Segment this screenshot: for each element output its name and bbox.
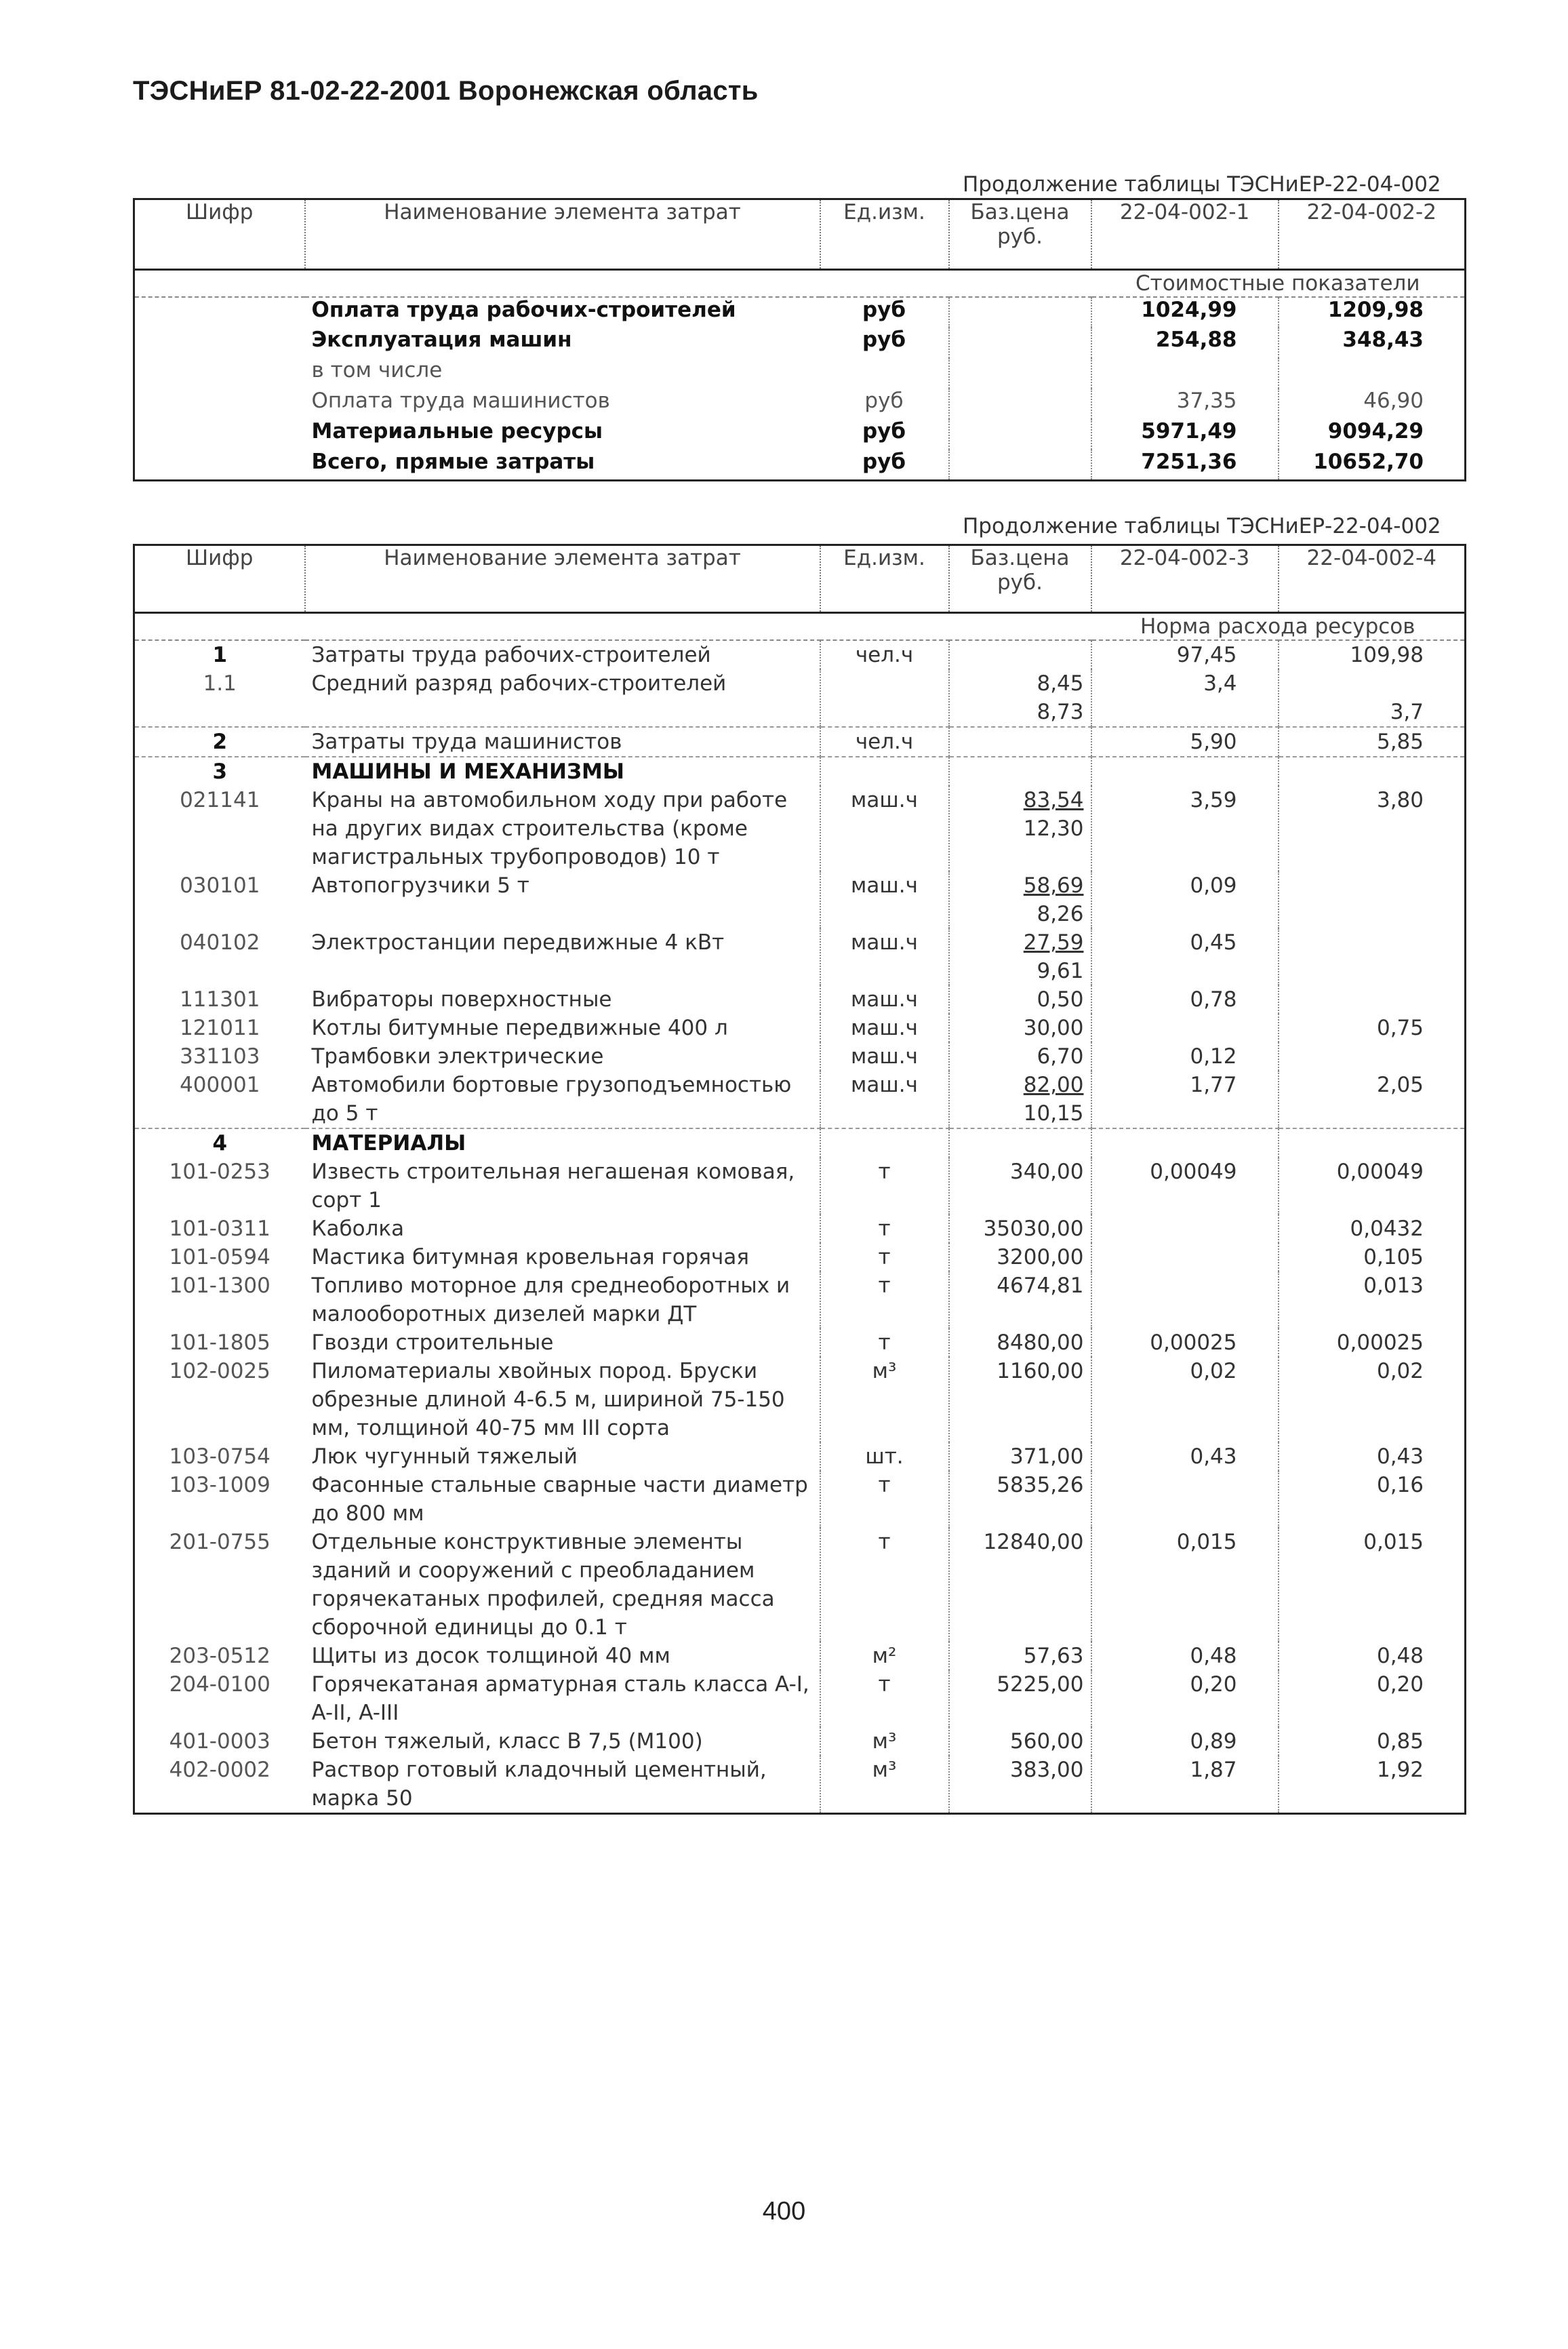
row-price	[949, 1670, 1091, 1727]
row-value-4: 0,85	[1376, 1729, 1424, 1754]
row-code: 021141	[180, 788, 260, 812]
row-price	[949, 727, 1091, 757]
table-row	[134, 1128, 1466, 1158]
row-name: Каболка	[305, 1215, 820, 1243]
price-value: 6,70	[1037, 1044, 1084, 1069]
row-value-4	[1279, 928, 1466, 985]
row-value-3	[1091, 1271, 1279, 1328]
row-code: 3	[134, 757, 305, 786]
row-value-2: 1209,98	[1327, 298, 1424, 322]
table-row	[134, 389, 1466, 419]
price-value: 4674,81	[997, 1274, 1084, 1298]
row-value-3: 0,02	[1091, 1357, 1279, 1442]
row-code: 101-0594	[169, 1245, 270, 1269]
row-price	[949, 1271, 1091, 1328]
table-row	[134, 727, 1466, 757]
row-name: Известь строительная негашеная комовая, сорт 1	[305, 1158, 820, 1215]
row-name: Оплата труда машинистов	[311, 389, 610, 413]
row-code: 101-1300	[169, 1274, 270, 1298]
row-price	[949, 1756, 1091, 1814]
price-value: 383,00	[1010, 1758, 1084, 1782]
table-row	[134, 985, 1466, 1014]
table-row	[134, 450, 1466, 480]
row-value-3	[1091, 1471, 1279, 1528]
row-value-2: 10652,70	[1313, 450, 1424, 474]
header-code: Шифр	[134, 545, 305, 613]
row-value-1: 1024,99	[1091, 297, 1279, 328]
row-name: Горячекатаная арматурная сталь класса A-I, A-II, A-III	[305, 1670, 820, 1727]
row-name: Затраты труда машинистов	[305, 727, 820, 757]
row-price	[949, 1215, 1091, 1243]
row-value-3: 3,59	[1091, 786, 1279, 871]
table-row	[134, 1014, 1466, 1042]
table-row	[134, 1243, 1466, 1271]
row-unit: руб	[820, 328, 949, 358]
row-code: 103-0754	[169, 1444, 270, 1469]
section-label: Норма расхода ресурсов	[1091, 613, 1466, 641]
row-name: Всего, прямые затраты	[311, 450, 595, 474]
row-value-4: 0,0432	[1350, 1217, 1424, 1241]
header-name: Наименование элемента затрат	[305, 545, 820, 613]
price-value: 8480,00	[997, 1330, 1084, 1355]
row-value-1	[1091, 358, 1279, 389]
row-code: 1	[212, 643, 228, 667]
row-unit: руб	[820, 419, 949, 450]
price-value: 35030,00	[983, 1217, 1084, 1241]
price-value: 58,69	[1023, 873, 1084, 898]
row-unit: т	[820, 1471, 949, 1528]
table-row	[134, 1271, 1466, 1328]
row-code	[134, 297, 305, 328]
row-value-4: 2,05	[1376, 1073, 1424, 1097]
row-name: в том числе	[311, 358, 443, 382]
price-value: 8,45	[1037, 671, 1084, 696]
row-value-3: 0,09	[1091, 871, 1279, 928]
header-unit: Ед.изм.	[820, 199, 949, 270]
row-price	[949, 328, 1091, 358]
row-value-4: 5,85	[1279, 727, 1466, 757]
row-price	[949, 1357, 1091, 1442]
row-price	[949, 358, 1091, 389]
row-unit: руб	[820, 297, 949, 328]
row-name: Мастика битумная кровельная горячая	[305, 1243, 820, 1271]
table-row	[134, 1215, 1466, 1243]
row-value-3: 1,87	[1091, 1756, 1279, 1814]
row-name: Оплата труда рабочих-строителей	[311, 298, 736, 322]
row-name: Средний разряд рабочих-строителей	[305, 669, 820, 727]
row-value-4: 0,00025	[1336, 1330, 1424, 1355]
row-price	[949, 297, 1091, 328]
price-value-2: 9,61	[1037, 959, 1084, 983]
header-code: Шифр	[134, 199, 305, 270]
row-code: 040102	[180, 930, 260, 955]
row-value-3	[1091, 1215, 1279, 1243]
table-row	[134, 1727, 1466, 1756]
row-value-3	[1091, 1128, 1279, 1158]
table-row	[134, 1442, 1466, 1471]
row-price	[949, 757, 1091, 786]
table-row	[134, 328, 1466, 358]
row-value-3: 5,90	[1091, 727, 1279, 757]
row-value-1: 7251,36	[1091, 450, 1279, 480]
table-row	[134, 1528, 1466, 1642]
row-price	[949, 1442, 1091, 1471]
row-code: 402-0002	[169, 1758, 270, 1782]
table-row	[134, 1642, 1466, 1670]
row-unit: маш.ч	[820, 1042, 949, 1071]
header-price: Баз.цена руб.	[949, 545, 1091, 613]
row-name: Автомобили бортовые грузоподъемностью до 5 т	[305, 1071, 820, 1128]
price-value: 83,54	[1023, 788, 1084, 812]
row-value-3: 0,12	[1091, 1042, 1279, 1071]
row-unit: т	[820, 1528, 949, 1642]
header-name: Наименование элемента затрат	[305, 199, 820, 270]
row-value-3: 0,20	[1091, 1670, 1279, 1727]
price-value: 0,50	[1037, 987, 1084, 1012]
price-value: 371,00	[1010, 1444, 1084, 1469]
row-value-4: 1,92	[1376, 1758, 1424, 1782]
row-name: Трамбовки электрические	[305, 1042, 820, 1071]
row-name: Материальные ресурсы	[311, 419, 603, 443]
row-name: Бетон тяжелый, класс В 7,5 (М100)	[305, 1727, 820, 1756]
row-price	[949, 1158, 1091, 1215]
row-name: Краны на автомобильном ходу при работе на других видах строительства (кроме магистральных трубопроводов) 10 т	[305, 786, 820, 871]
price-value: 12840,00	[983, 1530, 1084, 1554]
row-unit: шт.	[820, 1442, 949, 1471]
row-code: 401-0003	[169, 1729, 270, 1754]
row-name: Электростанции передвижные 4 кВт	[305, 928, 820, 985]
row-name: Люк чугунный тяжелый	[305, 1442, 820, 1471]
section-label: Стоимостные показатели	[1091, 270, 1466, 298]
row-value-2: 9094,29	[1327, 419, 1424, 443]
header-col1: 22-04-002-1	[1091, 199, 1279, 270]
resource-norms-table	[133, 544, 1466, 1815]
table-row	[134, 786, 1466, 871]
row-price	[949, 1243, 1091, 1271]
row-value-3: 0,00049	[1091, 1158, 1279, 1215]
row-unit: чел.ч	[820, 727, 949, 757]
table1-header-row	[134, 199, 1466, 270]
row-value-4: 0,16	[1376, 1473, 1424, 1497]
row-value-2	[1279, 358, 1466, 389]
row-unit: руб	[820, 389, 949, 419]
price-value: 1160,00	[997, 1359, 1084, 1383]
price-value-2: 10,15	[1023, 1101, 1084, 1126]
row-value-3: 1,77	[1091, 1071, 1279, 1128]
row-unit: маш.ч	[820, 786, 949, 871]
row-unit: т	[820, 1328, 949, 1357]
row-code: 101-0253	[169, 1160, 270, 1184]
table-row	[134, 669, 1466, 727]
row-name: Пиломатериалы хвойных пород. Бруски обрезные длиной 4-6.5 м, шириной 75-150 мм, толщиной 40-75 мм III сорта	[305, 1357, 820, 1442]
row-code: 2	[134, 727, 305, 757]
row-price	[949, 450, 1091, 480]
row-unit: м³	[820, 1727, 949, 1756]
row-price	[949, 1014, 1091, 1042]
row-value-4: 0,013	[1363, 1274, 1424, 1298]
row-value-4: 3,80	[1376, 788, 1424, 812]
price-value-2: 12,30	[1023, 816, 1084, 841]
row-value-4	[1279, 1042, 1466, 1071]
row-name: Топливо моторное для среднеоборотных и малооборотных дизелей марки ДТ	[305, 1271, 820, 1328]
row-value-3: 0,45	[1091, 928, 1279, 985]
price-value: 30,00	[1023, 1016, 1084, 1040]
row-code	[134, 450, 305, 480]
row-code: 111301	[180, 987, 260, 1012]
row-value-3: 0,00025	[1091, 1328, 1279, 1357]
row-name: Котлы битумные передвижные 400 л	[305, 1014, 820, 1042]
row-unit: маш.ч	[820, 1014, 949, 1042]
row-code: 400001	[180, 1073, 260, 1097]
table2-caption: Продолжение таблицы ТЭСНиЕР-22-04-002	[963, 514, 1441, 538]
price-value: 3200,00	[997, 1245, 1084, 1269]
row-unit: м³	[820, 1357, 949, 1442]
row-value-4	[1279, 757, 1466, 786]
row-code: 203-0512	[169, 1644, 270, 1668]
row-unit	[820, 669, 949, 727]
row-value-2: 46,90	[1363, 389, 1424, 413]
row-code: 4	[134, 1128, 305, 1158]
row-unit: м²	[820, 1642, 949, 1670]
row-price	[949, 669, 1091, 727]
header-col4: 22-04-002-4	[1279, 545, 1466, 613]
row-unit: м³	[820, 1756, 949, 1814]
row-value-4: 0,48	[1376, 1644, 1424, 1668]
price-value: 5835,26	[997, 1473, 1084, 1497]
row-name: Щиты из досок толщиной 40 мм	[305, 1642, 820, 1670]
row-unit: т	[820, 1271, 949, 1328]
row-price	[949, 1042, 1091, 1071]
table2-section-row	[134, 613, 1466, 641]
row-unit: т	[820, 1158, 949, 1215]
table-row	[134, 757, 1466, 786]
row-code	[134, 389, 305, 419]
row-name: Гвозди строительные	[305, 1328, 820, 1357]
row-name: Автопогрузчики 5 т	[305, 871, 820, 928]
table-row	[134, 1670, 1466, 1727]
row-value-2: 348,43	[1342, 328, 1424, 352]
table-row	[134, 871, 1466, 928]
row-price	[949, 1642, 1091, 1670]
row-value-3: 0,015	[1091, 1528, 1279, 1642]
row-value-4: 0,00049	[1336, 1160, 1424, 1184]
row-value-1: 254,88	[1091, 328, 1279, 358]
table-row	[134, 1071, 1466, 1128]
price-value-2: 8,26	[1037, 902, 1084, 926]
row-name: Отдельные конструктивные элементы зданий и сооружений с преобладанием горячекатаных профилей, средняя масса сборочной единицы до 0.1 т	[305, 1528, 820, 1642]
table-row	[134, 640, 1466, 669]
row-code: 201-0755	[169, 1530, 270, 1554]
row-unit	[820, 1128, 949, 1158]
table-row	[134, 1042, 1466, 1071]
row-value-4: 3,7	[1390, 700, 1424, 724]
row-code: 331103	[180, 1044, 260, 1069]
price-value: 27,59	[1023, 930, 1084, 955]
document-title: ТЭСНиЕР 81-02-22-2001 Воронежская область	[133, 76, 759, 106]
price-value: 560,00	[1010, 1729, 1084, 1754]
row-price	[949, 985, 1091, 1014]
row-value-3: 97,45	[1091, 640, 1279, 669]
header-col2: 22-04-002-2	[1279, 199, 1466, 270]
row-code: 204-0100	[169, 1672, 270, 1697]
row-unit: т	[820, 1243, 949, 1271]
row-code: 030101	[180, 873, 260, 898]
row-name: Затраты труда рабочих-строителей	[305, 640, 820, 669]
row-price	[949, 1727, 1091, 1756]
cost-table	[133, 198, 1466, 481]
row-price	[949, 928, 1091, 985]
row-code: 101-1805	[169, 1330, 270, 1355]
row-name: МАТЕРИАЛЫ	[305, 1128, 820, 1158]
row-code	[134, 358, 305, 389]
price-value: 340,00	[1010, 1160, 1084, 1184]
row-price	[949, 871, 1091, 928]
row-value-4	[1279, 985, 1466, 1014]
row-value-1: 5971,49	[1091, 419, 1279, 450]
price-value: 82,00	[1023, 1073, 1084, 1097]
row-name: Фасонные стальные сварные части диаметр до 800 мм	[305, 1471, 820, 1528]
table-row	[134, 928, 1466, 985]
row-name: Вибраторы поверхностные	[305, 985, 820, 1014]
row-value-3	[1091, 757, 1279, 786]
row-code	[134, 419, 305, 450]
row-price	[949, 1328, 1091, 1357]
table-row	[134, 1471, 1466, 1528]
row-value-3	[1091, 1014, 1279, 1042]
row-unit: чел.ч	[820, 640, 949, 669]
row-value-4: 0,02	[1376, 1359, 1424, 1383]
row-code	[134, 328, 305, 358]
table-row	[134, 1756, 1466, 1814]
row-unit: маш.ч	[820, 985, 949, 1014]
row-unit: т	[820, 1215, 949, 1243]
row-code: 101-0311	[169, 1217, 270, 1241]
table1-caption: Продолжение таблицы ТЭСНиЕР-22-04-002	[963, 172, 1441, 197]
row-unit: маш.ч	[820, 871, 949, 928]
row-price	[949, 786, 1091, 871]
price-value: 57,63	[1023, 1644, 1084, 1668]
row-price	[949, 1528, 1091, 1642]
row-code: 121011	[180, 1016, 260, 1040]
row-name: Эксплуатация машин	[311, 328, 572, 352]
row-code: 103-1009	[169, 1473, 270, 1497]
header-price: Баз.цена руб.	[949, 199, 1091, 270]
row-price	[949, 1128, 1091, 1158]
row-value-4: 0,105	[1363, 1245, 1424, 1269]
table1-section-row	[134, 270, 1466, 298]
row-price	[949, 419, 1091, 450]
row-price	[949, 1071, 1091, 1128]
row-value-1: 37,35	[1091, 389, 1279, 419]
row-name: МАШИНЫ И МЕХАНИЗМЫ	[305, 757, 820, 786]
row-name: Раствор готовый кладочный цементный, марка 50	[305, 1756, 820, 1814]
table-row	[134, 1357, 1466, 1442]
row-value-4: 0,015	[1363, 1530, 1424, 1554]
row-value-3: 0,48	[1091, 1642, 1279, 1670]
table-row	[134, 358, 1466, 389]
row-code: 102-0025	[169, 1359, 270, 1383]
row-value-3: 0,89	[1091, 1727, 1279, 1756]
row-unit: маш.ч	[820, 928, 949, 985]
row-unit	[820, 358, 949, 389]
row-value-4: 0,43	[1376, 1444, 1424, 1469]
row-value-3	[1091, 1243, 1279, 1271]
row-value-4: 0,20	[1376, 1672, 1424, 1697]
row-code: 1.1	[203, 671, 237, 696]
row-value-4: 0,75	[1376, 1016, 1424, 1040]
table2-header-row	[134, 545, 1466, 613]
price-value-2: 8,73	[1037, 700, 1084, 724]
row-price	[949, 640, 1091, 669]
table-row	[134, 297, 1466, 328]
row-value-4: 109,98	[1350, 643, 1424, 667]
row-value-3: 0,78	[1091, 985, 1279, 1014]
row-value-4	[1279, 1128, 1466, 1158]
row-value-3: 0,43	[1091, 1442, 1279, 1471]
table-row	[134, 1328, 1466, 1357]
page-number: 400	[762, 2197, 806, 2226]
header-col3: 22-04-002-3	[1091, 545, 1279, 613]
row-value-3: 3,4	[1091, 669, 1279, 727]
row-value-4	[1279, 871, 1466, 928]
header-unit: Ед.изм.	[820, 545, 949, 613]
row-price	[949, 1471, 1091, 1528]
price-value: 5225,00	[997, 1672, 1084, 1697]
table-row	[134, 419, 1466, 450]
row-unit	[820, 757, 949, 786]
row-price	[949, 389, 1091, 419]
table-row	[134, 1158, 1466, 1215]
row-unit: руб	[820, 450, 949, 480]
row-unit: т	[820, 1670, 949, 1727]
row-unit: маш.ч	[820, 1071, 949, 1128]
